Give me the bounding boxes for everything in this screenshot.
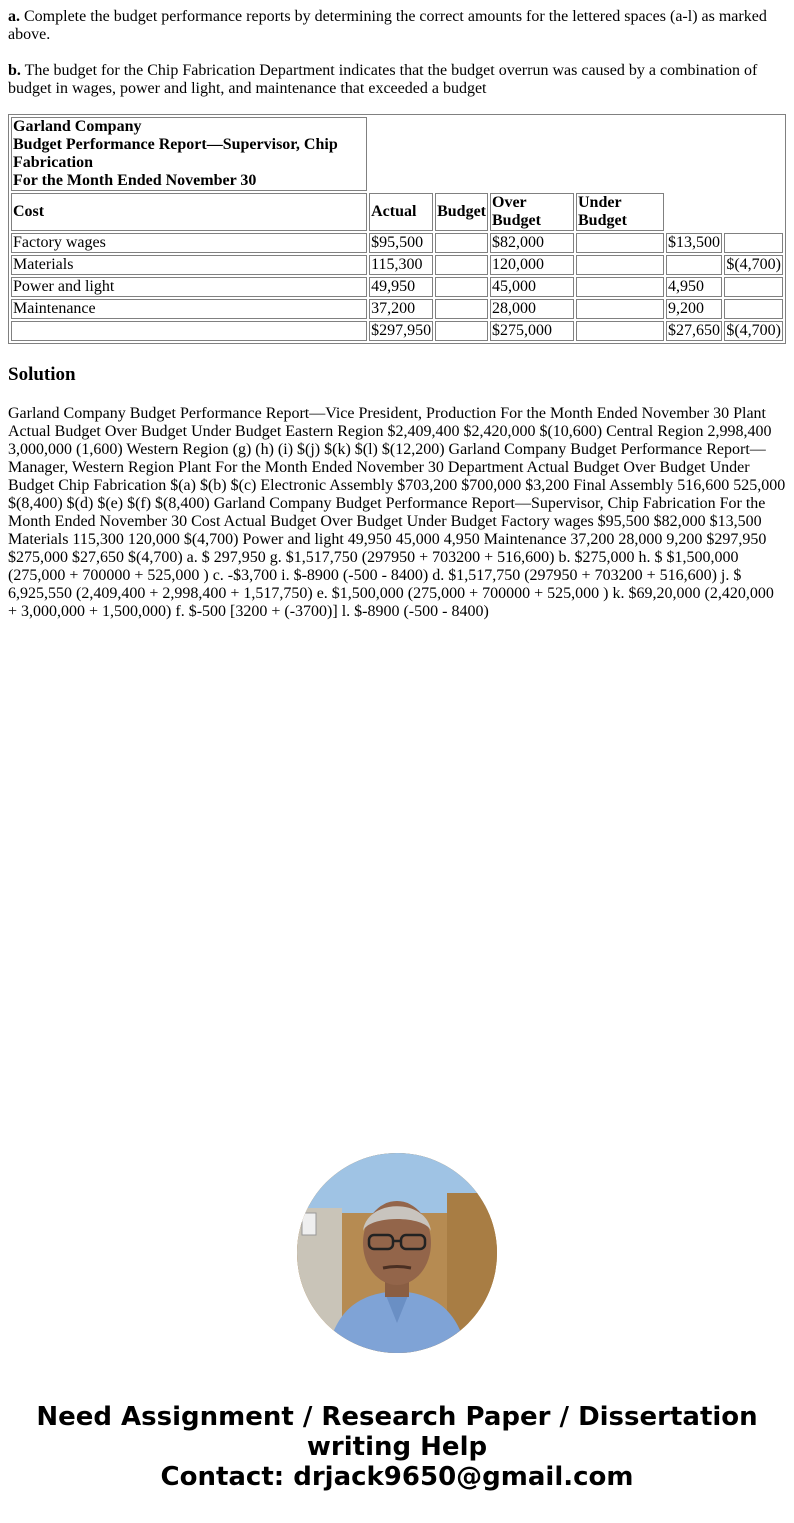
actual-cell: $95,500 bbox=[369, 233, 433, 253]
question-b-label: b. bbox=[8, 62, 21, 79]
over-cell: 28,000 bbox=[490, 299, 574, 319]
footer-contact: Contact: drjack9650@gmail.com bbox=[160, 1462, 634, 1492]
extra-cell-7 bbox=[724, 299, 783, 319]
over-cell: 120,000 bbox=[490, 255, 574, 275]
over-cell: $275,000 bbox=[490, 321, 574, 341]
under-cell bbox=[576, 255, 664, 275]
question-a bbox=[8, 8, 786, 44]
question-a-label: a. bbox=[8, 8, 20, 25]
under-cell bbox=[576, 277, 664, 297]
footer-banner bbox=[0, 1402, 794, 1492]
extra-cell-6: 4,950 bbox=[666, 277, 722, 297]
actual-cell: $297,950 bbox=[371, 322, 432, 339]
solution-heading: Solution bbox=[8, 364, 76, 385]
table-row bbox=[11, 233, 783, 253]
empty-cell bbox=[369, 117, 722, 191]
author-photo-image bbox=[297, 1153, 497, 1353]
extra-cell-6 bbox=[666, 255, 722, 275]
question-a-text: Complete the budget performance reports by determining the correct amounts for the lettered spaces (a-l) as marked above. bbox=[8, 8, 767, 43]
over-cell: $82,000 bbox=[490, 233, 574, 253]
actual-cell: 37,200 bbox=[369, 299, 433, 319]
header-budget: Budget bbox=[435, 193, 488, 231]
budget-cell bbox=[435, 299, 488, 319]
empty-cell bbox=[666, 193, 722, 231]
table-row-total bbox=[11, 321, 783, 341]
cost-cell: Power and light bbox=[11, 277, 367, 297]
report-title-row bbox=[11, 117, 783, 191]
extra-cell-7 bbox=[724, 277, 783, 297]
question-b bbox=[8, 62, 786, 98]
extra-cell-7 bbox=[724, 233, 783, 253]
report-title: Budget Performance Report—Supervisor, Chip Fabrication bbox=[13, 136, 338, 171]
footer-line-1: Need Assignment / Research Paper / Dissertation bbox=[36, 1402, 758, 1432]
solution-text: Garland Company Budget Performance Report—Vice President, Production For the Month Ended November 30 Plant Actual Budget Over Budget Under Budget Eastern Region $2,409,400 $2,420,000 $(10,600) Central Region 2,998,400 3,000,000 (1,600) Western Region (g) (h) (i) $(j) $(k) $(l) $(12,200) Garland Company Budget Performance Report—Manager, Western Region Plant For the Month Ended November 30 Department Actual Budget Over Budget Under Budget Chip Fabrication $(a) $(b) $(c) Electronic Assembly $703,200 $700,000 $3,200 Final Assembly 516,600 525,000 $(8,400) $(d) $(e) $(f) $(8,400) Garland Company Budget Performance Report—Supervisor, Chip Fabrication For the Month Ended November 30 Cost Actual Budget Over Budget Under Budget Factory wages $95,500 $82,000 $13,500 Materials 115,300 120,000 $(4,700) Power and light 49,950 45,000 4,950 Maintenance 37,200 28,000 9,200 $297,950 $275,000 $27,650 $(4,700) a. $ 297,950 g. $1,517,750 (297950 + 703200 + 516,600) b. $275,000 h. $ $1,500,000 (275,000 + 700000 + 525,000 ) c. -$3,700 i. $-8900 (-500 - 8400) d. $1,517,750 (297950 + 703200 + 516,600) j. $ 6,925,550 (2,409,400 + 2,998,400 + 1,517,750) e. $1,500,000 (275,000 + 700000 + 525,000 ) k. $69,20,000 (2,420,000 + 3,000,000 + 1,500,000) f. $-500 [3200 + (-3700)] l. $-8900 (-500 - 8400) bbox=[8, 405, 786, 620]
report-title-cell bbox=[11, 117, 367, 191]
extra-cell-6: $13,500 bbox=[666, 233, 722, 253]
header-under-budget: Under Budget bbox=[576, 193, 664, 231]
budget-cell bbox=[435, 321, 488, 341]
under-cell bbox=[576, 233, 664, 253]
budget-cell bbox=[435, 255, 488, 275]
footer-line-2: writing Help bbox=[306, 1432, 488, 1462]
cost-cell bbox=[11, 321, 367, 341]
table-row bbox=[11, 255, 783, 275]
under-cell bbox=[576, 321, 664, 341]
report-header-row bbox=[11, 193, 783, 231]
page-content bbox=[0, 0, 794, 621]
cost-cell: Factory wages bbox=[11, 233, 367, 253]
actual-cell: 115,300 bbox=[369, 255, 433, 275]
question-b-text: The budget for the Chip Fabrication Department indicates that the budget overrun was caused by a combination of budget in wages, power and light, and maintenance that exceeded a budget bbox=[8, 62, 758, 97]
report-company: Garland Company bbox=[13, 118, 142, 135]
table-row bbox=[11, 277, 783, 297]
cost-cell: Maintenance bbox=[11, 299, 367, 319]
extra-cell-7: $(4,700) bbox=[726, 322, 781, 339]
cost-cell: Materials bbox=[11, 255, 367, 275]
over-cell: 45,000 bbox=[490, 277, 574, 297]
report-period: For the Month Ended November 30 bbox=[13, 172, 257, 189]
extra-cell-6: $27,650 bbox=[666, 321, 722, 341]
budget-report-table bbox=[8, 114, 786, 344]
budget-cell bbox=[435, 233, 488, 253]
extra-cell-7: $(4,700) bbox=[726, 256, 781, 273]
actual-cell: 49,950 bbox=[369, 277, 433, 297]
header-actual: Actual bbox=[369, 193, 433, 231]
header-cost: Cost bbox=[11, 193, 367, 231]
author-photo bbox=[297, 1153, 497, 1353]
under-cell bbox=[576, 299, 664, 319]
extra-cell-6: 9,200 bbox=[666, 299, 722, 319]
header-over-budget: Over Budget bbox=[490, 193, 574, 231]
budget-cell bbox=[435, 277, 488, 297]
table-row bbox=[11, 299, 783, 319]
